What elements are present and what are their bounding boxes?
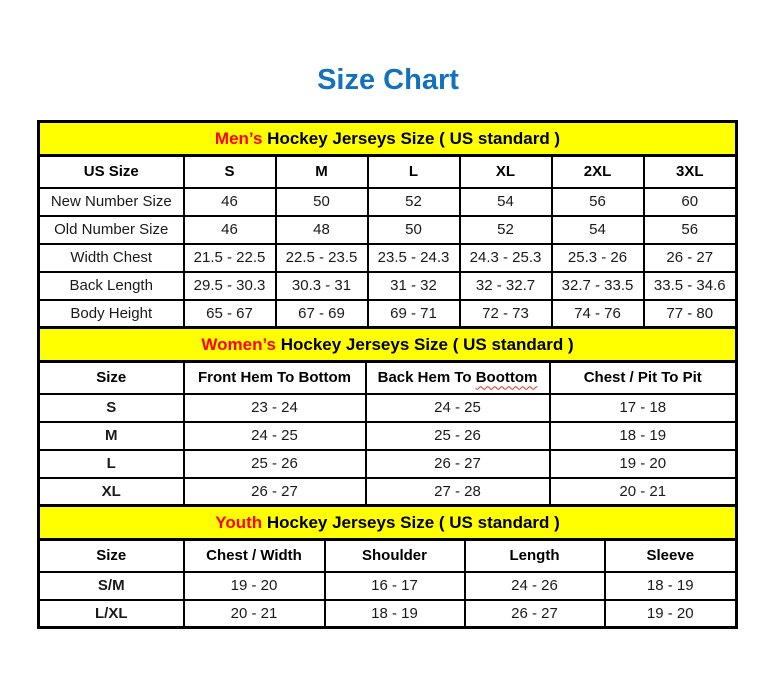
table-cell: 26 - 27 <box>184 478 366 506</box>
table-cell: 33.5 - 34.6 <box>644 272 737 300</box>
table-cell: 31 - 32 <box>368 272 460 300</box>
youth-size-table <box>37 504 738 629</box>
column-header-text: Back Hem To <box>377 369 476 387</box>
table-cell: 56 <box>644 216 737 244</box>
table-row <box>39 600 737 628</box>
table-cell: 26 - 27 <box>465 600 605 628</box>
table-cell: 19 - 20 <box>184 572 325 600</box>
table-cell: 19 - 20 <box>550 450 737 478</box>
column-header-row <box>39 540 737 572</box>
table-cell: 50 <box>276 188 368 216</box>
table-cell: 17 - 18 <box>550 394 737 422</box>
table-cell: 29.5 - 30.3 <box>184 272 276 300</box>
column-header: XL <box>460 156 552 188</box>
table-cell: 32.7 - 33.5 <box>552 272 644 300</box>
section-title-rest: Hockey Jerseys Size ( US standard ) <box>262 512 560 532</box>
table-cell: 26 - 27 <box>644 244 737 272</box>
mens-size-table <box>37 120 738 329</box>
table-cell: 25.3 - 26 <box>552 244 644 272</box>
section-title-row <box>39 328 737 362</box>
column-header: Sleeve <box>605 540 737 572</box>
table-row <box>39 272 737 300</box>
row-label: Width Chest <box>39 244 184 272</box>
column-header: Shoulder <box>325 540 465 572</box>
column-header: US Size <box>39 156 184 188</box>
table-cell: 32 - 32.7 <box>460 272 552 300</box>
table-cell: 24.3 - 25.3 <box>460 244 552 272</box>
column-header: Length <box>465 540 605 572</box>
table-cell: 22.5 - 23.5 <box>276 244 368 272</box>
womens-size-table <box>37 326 738 507</box>
table-row <box>39 478 737 506</box>
row-label: S/M <box>39 572 184 600</box>
row-label: L/XL <box>39 600 184 628</box>
table-cell: 21.5 - 22.5 <box>184 244 276 272</box>
table-cell: 24 - 25 <box>366 394 550 422</box>
section-title <box>39 506 737 540</box>
table-cell: 20 - 21 <box>550 478 737 506</box>
page-title: Size Chart <box>317 64 459 96</box>
section-title <box>39 328 737 362</box>
table-row <box>39 244 737 272</box>
column-header: S <box>184 156 276 188</box>
table-cell: 23.5 - 24.3 <box>368 244 460 272</box>
table-cell: 48 <box>276 216 368 244</box>
table-cell: 46 <box>184 216 276 244</box>
row-label: Old Number Size <box>39 216 184 244</box>
section-title-highlight: Men’s <box>214 128 263 148</box>
table-row <box>39 188 737 216</box>
size-chart <box>37 120 735 629</box>
table-cell: 24 - 25 <box>184 422 366 450</box>
table-cell: 54 <box>552 216 644 244</box>
table-cell: 18 - 19 <box>605 572 737 600</box>
table-cell: 56 <box>552 188 644 216</box>
row-label: S <box>39 394 184 422</box>
table-cell: 52 <box>460 216 552 244</box>
column-header: M <box>276 156 368 188</box>
column-header <box>366 362 550 394</box>
table-cell: 72 - 73 <box>460 300 552 328</box>
row-label: Body Height <box>39 300 184 328</box>
table-cell: 60 <box>644 188 737 216</box>
column-header: Size <box>39 362 184 394</box>
column-header: 3XL <box>644 156 737 188</box>
column-header: L <box>368 156 460 188</box>
table-cell: 74 - 76 <box>552 300 644 328</box>
table-cell: 50 <box>368 216 460 244</box>
table-row <box>39 394 737 422</box>
row-label: M <box>39 422 184 450</box>
table-row <box>39 300 737 328</box>
row-label: XL <box>39 478 184 506</box>
table-cell: 77 - 80 <box>644 300 737 328</box>
column-header: 2XL <box>552 156 644 188</box>
row-label: New Number Size <box>39 188 184 216</box>
table-cell: 18 - 19 <box>325 600 465 628</box>
table-cell: 52 <box>368 188 460 216</box>
section-title-highlight: Women’s <box>201 334 276 354</box>
table-cell: 18 - 19 <box>550 422 737 450</box>
column-header: Chest / Pit To Pit <box>550 362 737 394</box>
column-header: Front Hem To Bottom <box>184 362 366 394</box>
section-title-rest: Hockey Jerseys Size ( US standard ) <box>276 334 574 354</box>
table-cell: 16 - 17 <box>325 572 465 600</box>
table-cell: 27 - 28 <box>366 478 550 506</box>
section-title-highlight: Youth <box>215 512 263 532</box>
column-header-row <box>39 362 737 394</box>
section-title <box>39 122 737 156</box>
table-cell: 26 - 27 <box>366 450 550 478</box>
table-cell: 23 - 24 <box>184 394 366 422</box>
column-header: Size <box>39 540 184 572</box>
column-header: Chest / Width <box>184 540 325 572</box>
misspelled-word: Boottom <box>475 369 538 387</box>
table-cell: 25 - 26 <box>366 422 550 450</box>
section-title-row <box>39 122 737 156</box>
table-cell: 25 - 26 <box>184 450 366 478</box>
row-label: Back Length <box>39 272 184 300</box>
section-title-row <box>39 506 737 540</box>
table-cell: 46 <box>184 188 276 216</box>
table-row <box>39 216 737 244</box>
table-cell: 67 - 69 <box>276 300 368 328</box>
column-header-row <box>39 156 737 188</box>
table-row <box>39 450 737 478</box>
table-row <box>39 572 737 600</box>
table-row <box>39 422 737 450</box>
table-cell: 65 - 67 <box>184 300 276 328</box>
table-cell: 20 - 21 <box>184 600 325 628</box>
table-cell: 24 - 26 <box>465 572 605 600</box>
row-label: L <box>39 450 184 478</box>
table-cell: 30.3 - 31 <box>276 272 368 300</box>
table-cell: 54 <box>460 188 552 216</box>
table-cell: 19 - 20 <box>605 600 737 628</box>
section-title-rest: Hockey Jerseys Size ( US standard ) <box>262 128 561 148</box>
table-cell: 69 - 71 <box>368 300 460 328</box>
